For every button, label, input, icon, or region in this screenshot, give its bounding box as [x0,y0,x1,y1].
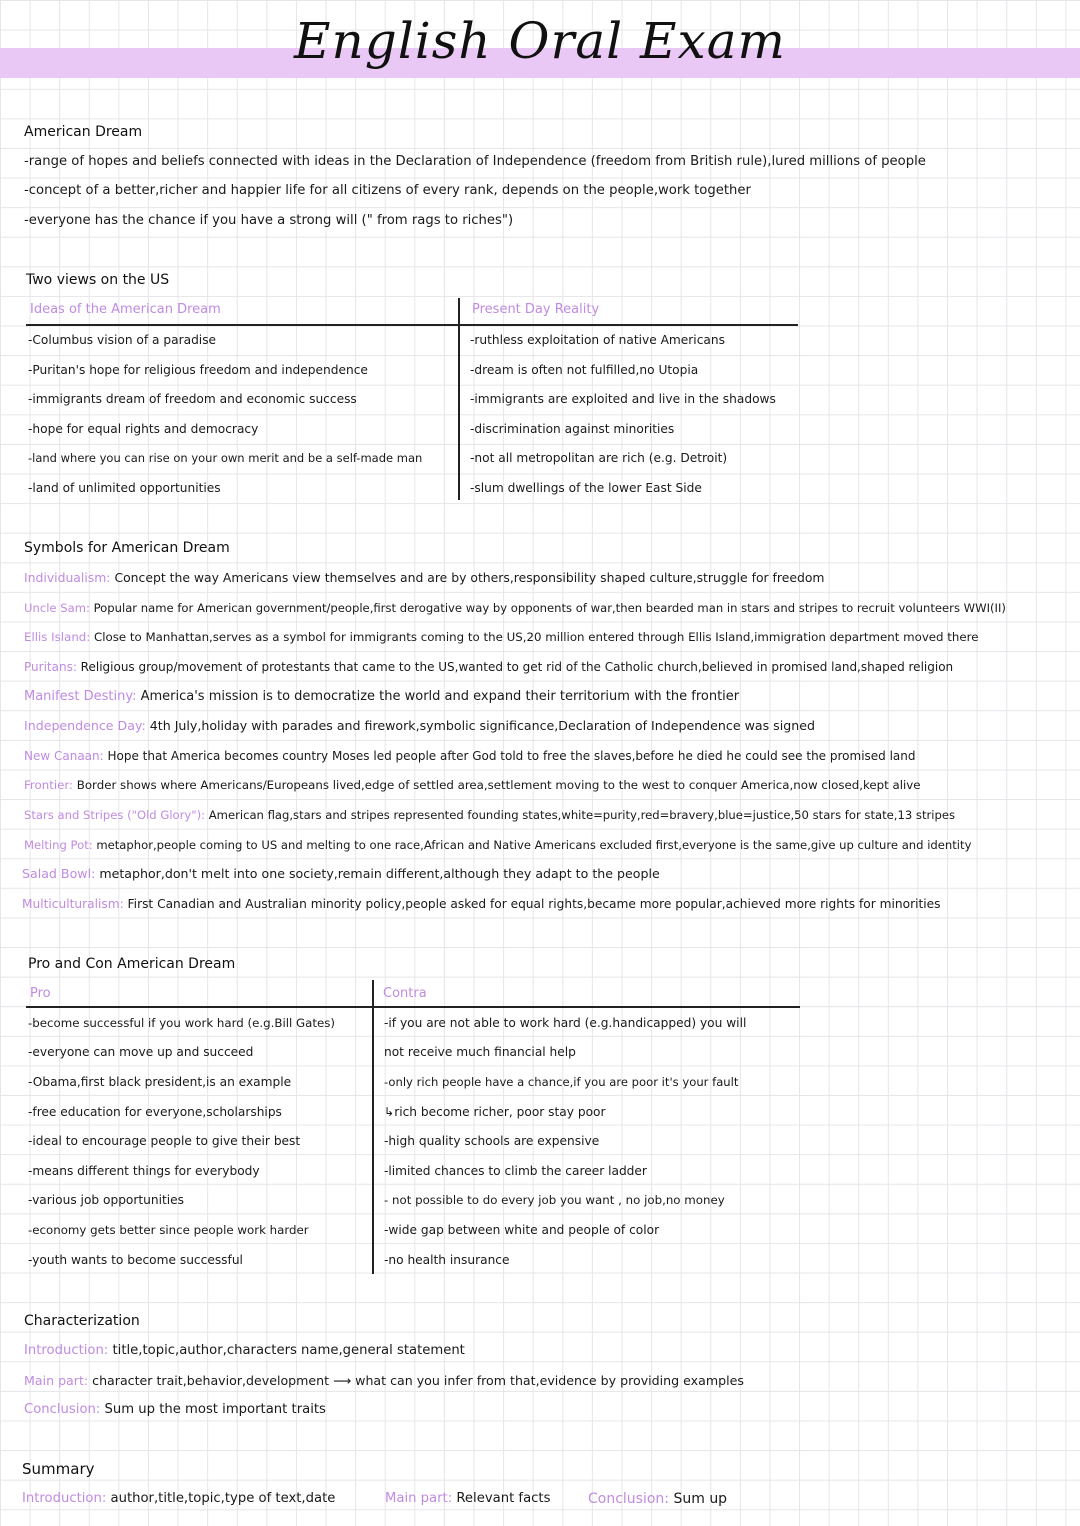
symbol-independence-day [24,717,815,735]
symbol-manifest-destiny [24,688,739,706]
symbol-text: Close to Manhattan,serves as a symbol for immigrants coming to the US,20 million entered through Ellis Island,immigration department moved there [90,630,979,644]
summary-term: Conclusion: [588,1491,670,1507]
characterization-term: Main part: [24,1373,89,1388]
summary-term: Introduction: [22,1491,107,1506]
symbol-term: Multiculturalism: [22,897,124,911]
ideas-item: -hope for equal rights and democracy [28,422,259,436]
summary-conclusion [588,1490,727,1508]
pro-item: -youth wants to become successful [28,1253,243,1267]
two-views-divider [458,298,460,500]
symbol-new-canaan [24,747,916,765]
symbol-term: Puritans: [24,660,77,674]
ideas-item: -Puritan's hope for religious freedom and independence [28,363,368,377]
american-dream-line-3: -everyone has the chance if you have a strong will (" from rags to riches") [24,213,514,228]
ideas-item: -land where you can rise on your own merit and be a self-made man [28,451,423,465]
page-title: English Oral Exam [294,12,786,70]
symbol-frontier [24,776,921,794]
symbol-term: Manifest Destiny: [24,689,137,704]
contra-item: -high quality schools are expensive [384,1134,600,1148]
summary-heading: Summary [22,1460,95,1478]
reality-item: -ruthless exploitation of native Americans [470,333,725,347]
symbol-text: America's mission is to democratize the world and expand their territorium with the frontier [136,689,740,704]
pro-con-divider [372,980,374,1274]
symbol-term: Stars and Stripes ("Old Glory"): [24,808,206,822]
pro-con-header-rule [26,1006,800,1008]
symbol-text: Hope that America becomes country Moses led people after God told to free the slaves,before he died he could see the promised land [103,749,916,763]
ideas-item: -Columbus vision of a paradise [28,333,217,347]
reality-item: -discrimination against minorities [470,422,675,436]
reality-item: -immigrants are exploited and live in the shadows [470,392,776,406]
pro-item: -various job opportunities [28,1193,185,1207]
summary-text: author,title,topic,type of text,date [106,1491,336,1506]
symbol-text: First Canadian and Australian minority policy,people asked for equal rights,became more popular,achieved more rights for minorities [123,897,941,911]
summary-text: Sum up [669,1491,728,1507]
summary-main-part [385,1490,550,1508]
characterization-text: Sum up the most important traits [100,1402,326,1417]
pro-con-heading: Pro and Con American Dream [28,956,236,972]
symbol-text: metaphor,people coming to US and melting to one race,African and Native Americans excluded first,everyone is the same,give up culture and identity [92,838,972,852]
contra-item: -limited chances to climb the career ladder [384,1164,647,1178]
characterization-text: character trait,behavior,development ⟶ what can you infer from that,evidence by providing examples [88,1373,744,1388]
pro-item: -Obama,first black president,is an example [28,1075,292,1089]
pro-item: -become successful if you work hard (e.g.Bill Gates) [28,1016,336,1030]
symbol-term: New Canaan: [24,749,104,763]
symbol-stars-and-stripes [24,806,955,824]
characterization-heading: Characterization [24,1313,140,1329]
contra-item: -no health insurance [384,1253,510,1267]
symbol-text: Popular name for American government/people,first derogative way by opponents of war,then bearded man in stars and stripes to recruit volunteers WWI(II) [89,601,1006,615]
contra-item: ↳rich become richer, poor stay poor [384,1105,606,1119]
symbol-term: Independence Day: [24,718,146,733]
contra-item: -only rich people have a chance,if you are poor it's your fault [384,1075,739,1089]
symbol-text: metaphor,don't melt into one society,remain different,although they adapt to the people [95,866,660,881]
symbol-term: Ellis Island: [24,630,91,644]
symbol-term: Frontier: [24,778,73,792]
american-dream-line-1: -range of hopes and beliefs connected with ideas in the Declaration of Independence (freedom from British rule),lured millions of people [24,154,926,169]
american-dream-line-2: -concept of a better,richer and happier life for all citizens of every rank, depends on the people,work together [24,183,751,198]
reality-item: -slum dwellings of the lower East Side [470,481,702,495]
symbol-text: 4th July,holiday with parades and firework,symbolic significance,Declaration of Independence was signed [145,718,815,733]
symbol-ellis-island [24,628,979,646]
ideas-item: -land of unlimited opportunities [28,481,221,495]
symbol-multiculturalism [22,895,941,913]
summary-term: Main part: [385,1491,453,1506]
symbol-text: American flag,stars and stripes represented founding states,white=purity,red=bravery,blue=justice,50 stars for state,13 stripes [205,808,956,822]
characterization-main-part [24,1372,744,1390]
contra-column-header: Contra [383,986,427,1001]
symbol-melting-pot [24,836,971,854]
characterization-introduction [24,1342,465,1360]
symbol-term: Salad Bowl: [22,866,96,881]
ideas-column-header: Ideas of the American Dream [30,302,221,317]
reality-item: -not all metropolitan are rich (e.g. Detroit) [470,451,728,465]
contra-item: -if you are not able to work hard (e.g.handicapped) you will [384,1016,747,1030]
symbol-term: Uncle Sam: [24,601,90,615]
symbol-puritans [24,658,953,676]
symbols-heading: Symbols for American Dream [24,540,230,556]
symbol-salad-bowl [22,865,660,883]
pro-column-header: Pro [30,986,51,1001]
characterization-conclusion [24,1401,326,1419]
pro-item: -economy gets better since people work harder [28,1223,309,1237]
ideas-item: -immigrants dream of freedom and economic success [28,392,357,406]
symbol-term: Individualism: [24,570,111,585]
contra-item: -wide gap between white and people of color [384,1223,660,1237]
symbol-uncle-sam [24,599,1006,617]
pro-item: -means different things for everybody [28,1164,260,1178]
characterization-text: title,topic,author,characters name,general statement [108,1343,465,1358]
reality-column-header: Present Day Reality [472,302,600,317]
symbol-text: Concept the way Americans view themselves and are by others,responsibility shaped culture,struggle for freedom [110,570,825,585]
contra-item: - not possible to do every job you want , no job,no money [384,1193,725,1207]
pro-item: -everyone can move up and succeed [28,1045,254,1059]
summary-introduction [22,1490,335,1508]
american-dream-heading: American Dream [24,124,143,140]
pro-item: -free education for everyone,scholarships [28,1105,282,1119]
symbol-individualism [24,569,825,587]
pro-item: -ideal to encourage people to give their best [28,1134,301,1148]
two-views-header-rule [26,324,798,326]
symbol-text: Religious group/movement of protestants that came to the US,wanted to get rid of the Catholic church,believed in promised land,shaped religion [76,660,954,674]
contra-item: not receive much financial help [384,1045,576,1059]
two-views-heading: Two views on the US [26,272,170,288]
reality-item: -dream is often not fulfilled,no Utopia [470,363,699,377]
symbol-term: Melting Pot: [24,838,93,852]
characterization-term: Conclusion: [24,1402,101,1417]
symbol-text: Border shows where Americans/Europeans lived,edge of settled area,settlement moving to the west to conquer America,now closed,kept alive [73,778,921,792]
summary-text: Relevant facts [452,1491,551,1506]
characterization-term: Introduction: [24,1343,109,1358]
